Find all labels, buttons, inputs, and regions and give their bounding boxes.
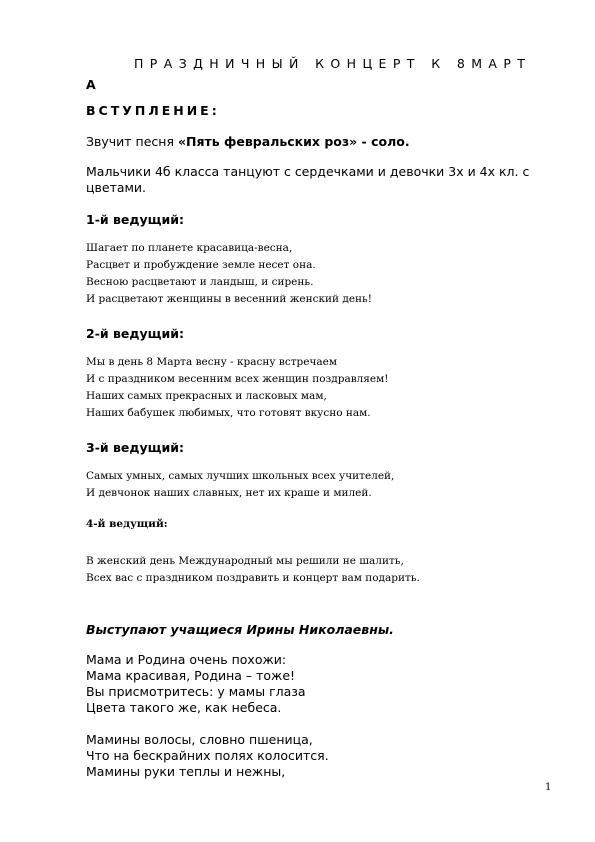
- song-suffix: - соло.: [357, 134, 410, 149]
- verse-line: И расцветают женщины в весенний женский день!: [86, 293, 372, 305]
- poem-line: Мамины волосы, словно пшеница,: [86, 732, 313, 747]
- host3-heading: 3-й ведущий:: [86, 440, 184, 455]
- host2-verse: [86, 354, 556, 422]
- page-number: 1: [545, 782, 552, 793]
- verse-line: Мы в день 8 Марта весну - красну встречаем: [86, 356, 338, 368]
- host1-verse: [86, 240, 556, 308]
- host4-heading: 4-й ведущий:: [86, 518, 168, 530]
- host4-verse: [86, 553, 556, 587]
- song-prefix: Звучит песня: [86, 134, 178, 149]
- verse-line: Весною расцветают и ландыш, и сирень.: [86, 276, 314, 288]
- document-title-continuation: А: [86, 77, 96, 92]
- intro-heading: ВСТУПЛЕНИЕ:: [86, 103, 220, 118]
- intro-song-line: [86, 134, 556, 150]
- song-title: «Пять февральских роз»: [177, 134, 358, 149]
- poem-stanza-1: [86, 652, 556, 716]
- performance-heading: Выступают учащиеся Ирины Николаевны.: [86, 622, 394, 637]
- verse-line: И с праздником весенним всех женщин поздравляем!: [86, 373, 389, 385]
- poem-line: Вы присмотритесь: у мамы глаза: [86, 684, 306, 699]
- poem-line: Цвета такого же, как небеса.: [86, 700, 282, 715]
- verse-line: Всех вас с праздником поздравить и концерт вам подарить.: [86, 572, 420, 584]
- verse-line: Самых умных, самых лучших школьных всех учителей,: [86, 470, 395, 482]
- host2-heading: 2-й ведущий:: [86, 326, 184, 341]
- verse-line: Наших самых прекрасных и ласковых мам,: [86, 390, 327, 402]
- verse-line: Наших бабушек любимых, что готовят вкусно нам.: [86, 407, 371, 419]
- verse-line: И девчонок наших славных, нет их краше и милей.: [86, 487, 372, 499]
- poem-line: Мама красивая, Родина – тоже!: [86, 668, 296, 683]
- host1-heading: 1-й ведущий:: [86, 212, 184, 227]
- verse-line: Расцвет и пробуждение земле несет она.: [86, 259, 316, 271]
- document-title: ПРАЗДНИЧНЫЙ КОНЦЕРТ К 8МАРТ: [134, 56, 532, 71]
- poem-line: Что на бескрайних полях колосится.: [86, 748, 329, 763]
- poem-stanza-2: [86, 732, 556, 780]
- dance-paragraph: Мальчики 4б класса танцуют с сердечками и девочки 3х и 4х кл. с цветами.: [86, 164, 530, 195]
- poem-line: Мама и Родина очень похожи:: [86, 652, 287, 667]
- host3-verse: [86, 468, 556, 502]
- verse-line: В женский день Международный мы решили не шалить,: [86, 555, 404, 567]
- verse-line: Шагает по планете красавица-весна,: [86, 242, 293, 254]
- poem-line: Мамины руки теплы и нежны,: [86, 764, 286, 779]
